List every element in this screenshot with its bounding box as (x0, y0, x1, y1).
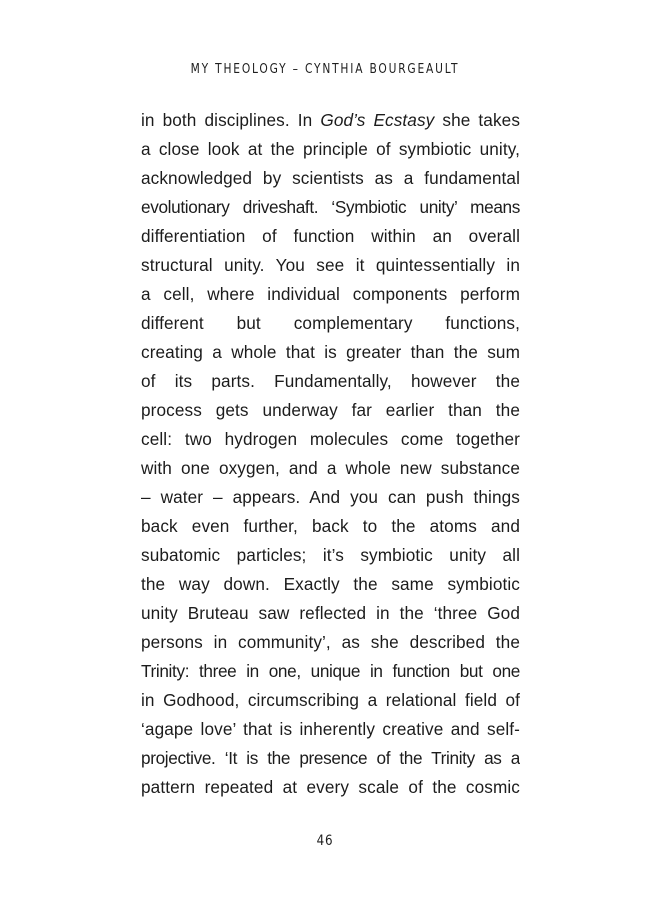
text-line: creating a whole that is greater than the sum (141, 342, 520, 362)
text-line: – water – appears. And you can push things (141, 487, 520, 507)
text-line: evolutionary driveshaft. ‘Symbiotic unity’ means (141, 197, 520, 217)
text-line: of its parts. Fundamentally, however the (141, 371, 520, 391)
running-header: MY THEOLOGY – CYNTHIA BOURGEAULT (190, 62, 460, 77)
body-text (141, 106, 520, 802)
text-line: projective. ‘It is the presence of the Trinity as a (141, 748, 520, 768)
text-line: acknowledged by scientists as a fundamental (141, 168, 520, 188)
text-line: cell: two hydrogen molecules come together (141, 429, 520, 449)
text-line: in Godhood, circumscribing a relational field of (141, 690, 520, 710)
text-line: the way down. Exactly the same symbiotic (141, 574, 520, 594)
text-line: different but complementary functions, (141, 313, 520, 333)
page-number: 46 (316, 833, 334, 849)
text-line: subatomic particles; it’s symbiotic unity all (141, 545, 520, 565)
text-line: persons in community’, as she described the (141, 632, 520, 652)
text-run: in both disciplines. In (141, 110, 321, 130)
text-line (141, 106, 520, 135)
text-line: a cell, where individual components perform (141, 284, 520, 304)
book-title: God’s Ecstasy (320, 110, 435, 130)
text-line: Trinity: three in one, unique in function but one (141, 661, 520, 681)
text-line: differentiation of function within an overall (141, 226, 520, 246)
text-line: unity Bruteau saw reflected in the ‘three God (141, 603, 520, 623)
text-line: process gets underway far earlier than the (141, 400, 520, 420)
text-line: with one oxygen, and a whole new substance (141, 458, 520, 478)
text-line: structural unity. You see it quintessentially in (141, 255, 520, 275)
text-line: back even further, back to the atoms and (141, 516, 520, 536)
text-line: pattern repeated at every scale of the cosmic (141, 777, 520, 797)
text-run: she takes (434, 110, 520, 130)
text-line: ‘agape love’ that is inherently creative and self- (141, 719, 520, 739)
text-line: a close look at the principle of symbiotic unity, (141, 139, 520, 159)
